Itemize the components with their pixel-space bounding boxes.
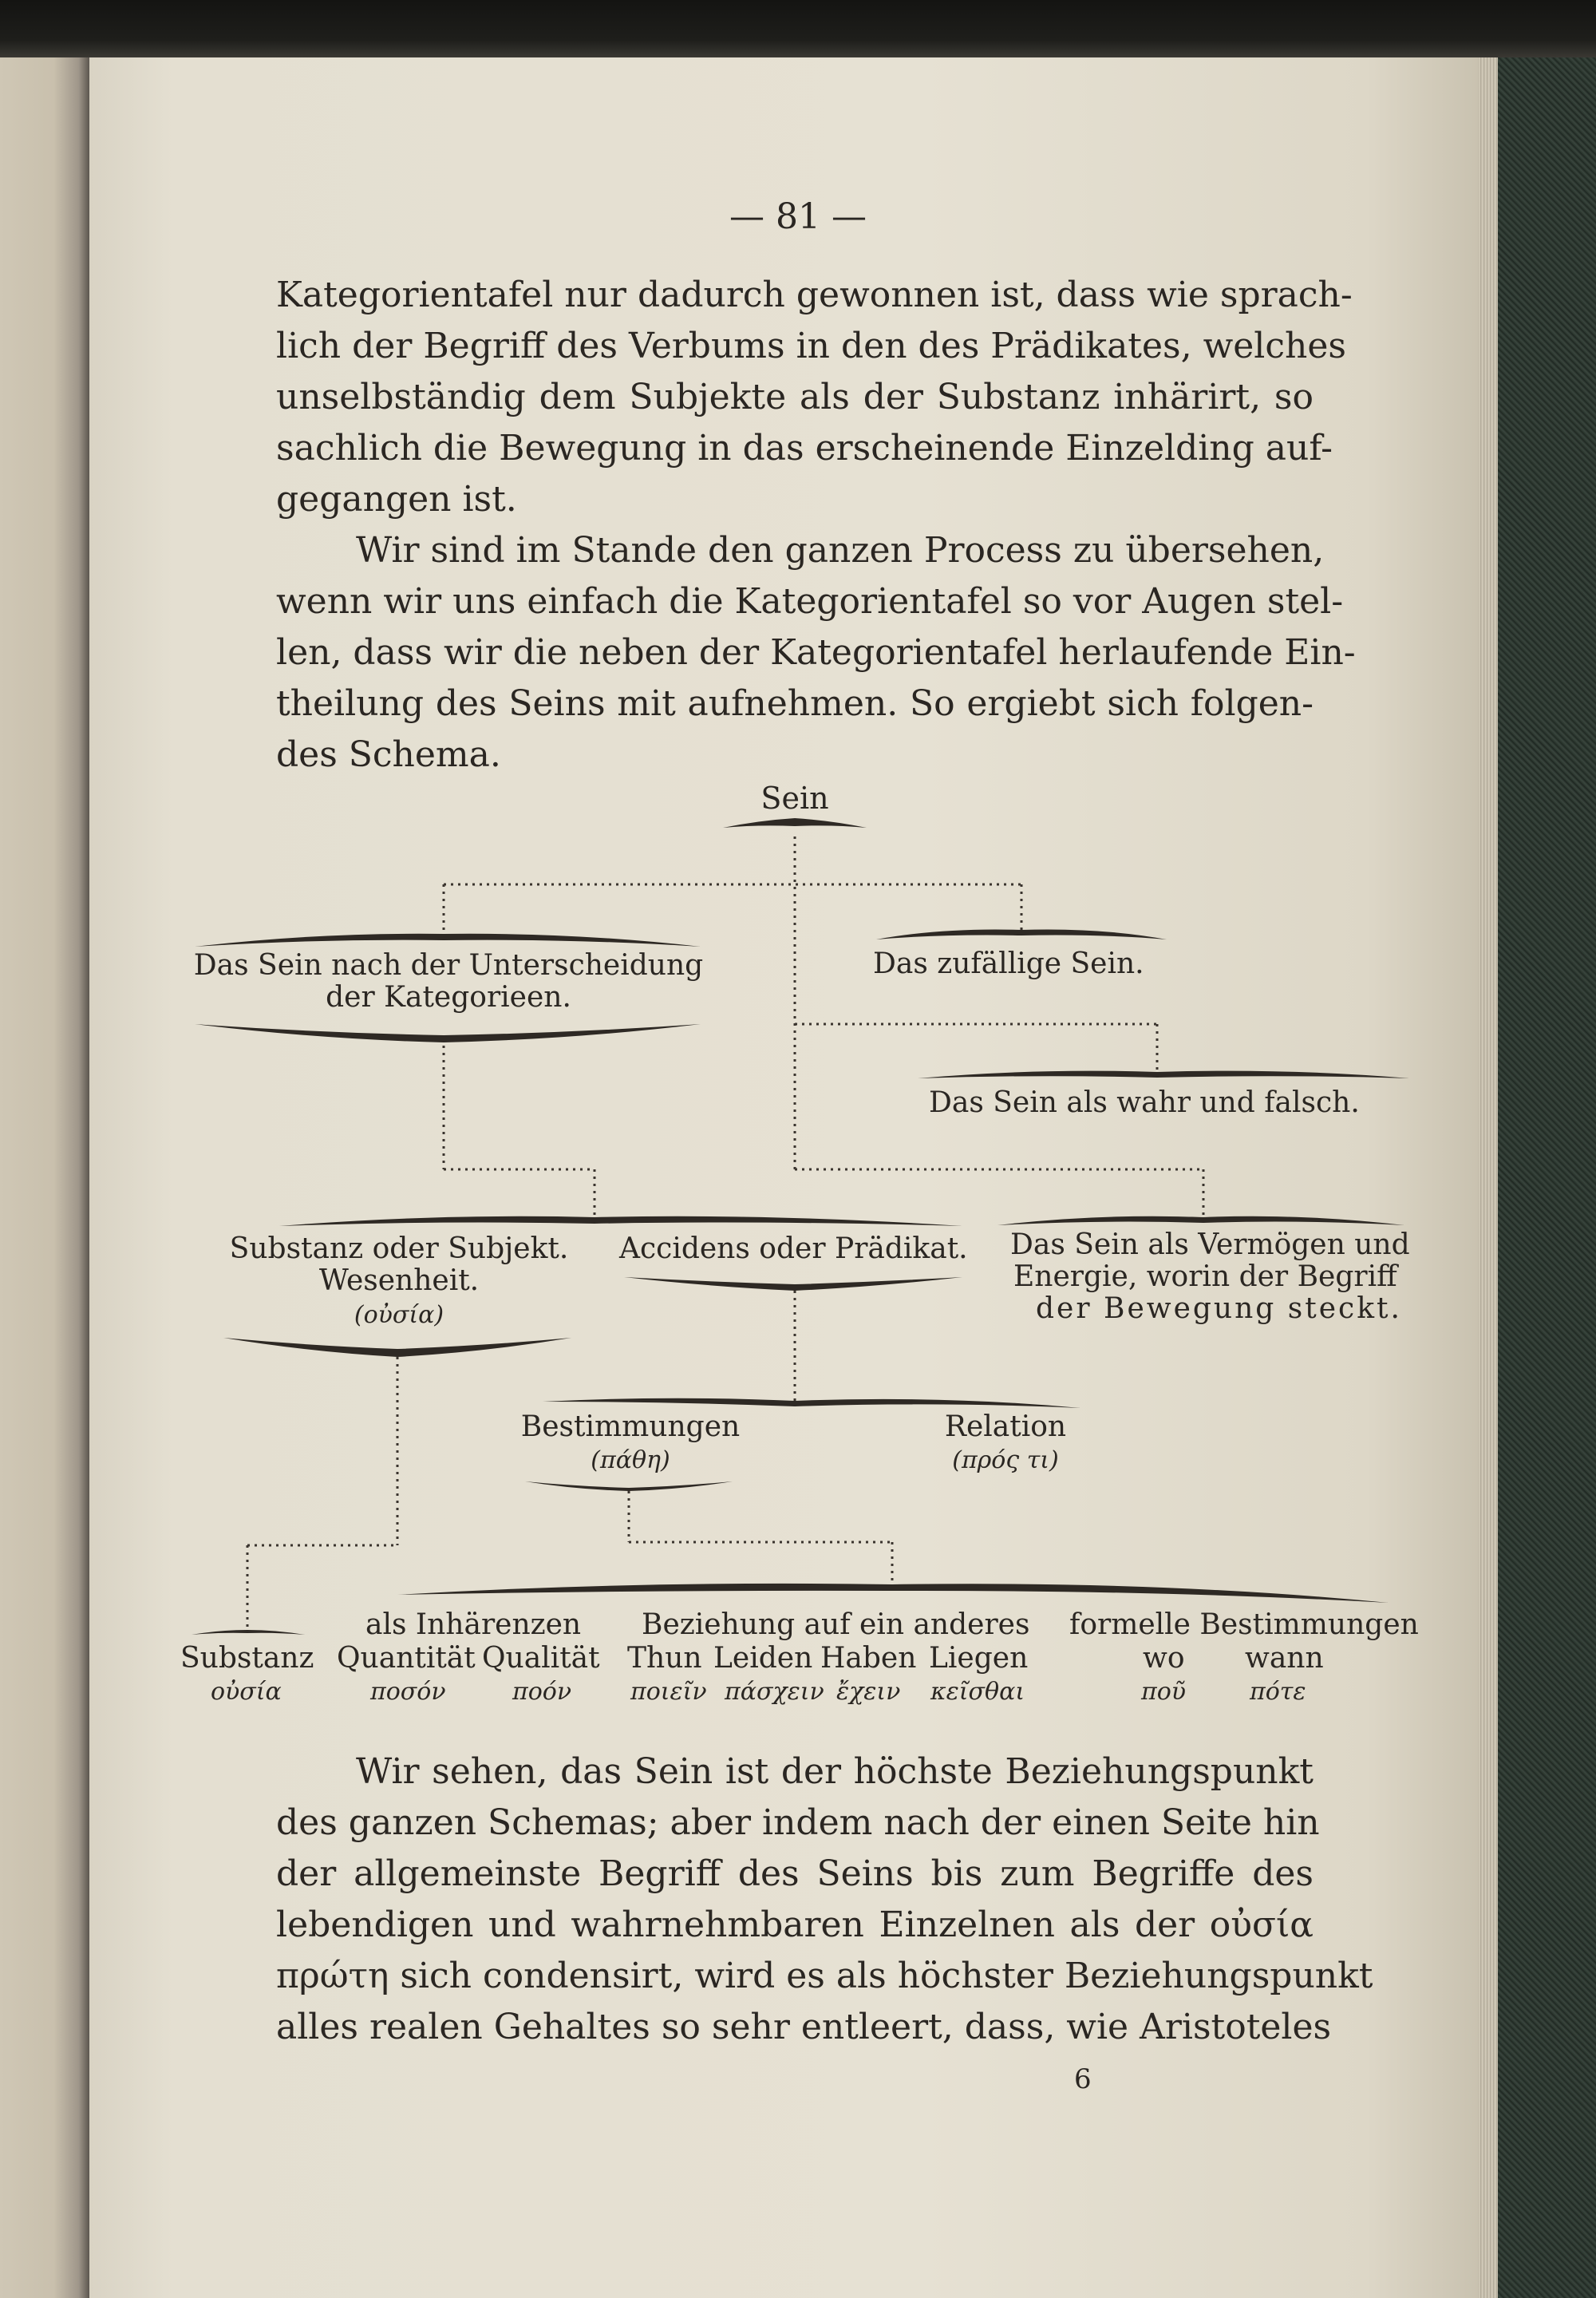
node-relation: Relation — [944, 1410, 1067, 1443]
node-sein: Sein — [760, 781, 829, 816]
node-accidens: Accidens oder Prädikat. — [619, 1232, 968, 1265]
greek-poiein: ποιεῖν — [630, 1678, 707, 1706]
text-line: len, dass wir die neben der Kategorientafel herlaufende Ein- — [276, 632, 1356, 673]
text-line: der allgemeinste Begriff des Seins bis zum Begriffe des — [276, 1853, 1314, 1894]
text-line: Wir sehen, das Sein ist der höchste Beziehungspunkt — [356, 1751, 1314, 1792]
text-line: des ganzen Schemas; aber indem nach der einen Seite hin — [276, 1802, 1320, 1843]
node-bestimmungen-greek: (πάθη) — [591, 1446, 670, 1474]
node-zufaellige-sein: Das zufällige Sein. — [873, 947, 1144, 980]
greek-paschein: πάσχειν — [725, 1678, 824, 1706]
node-vermoegen-line1: Das Sein als Vermögen und — [1010, 1228, 1410, 1261]
text-line: unselbständig dem Subjekte als der Substanz inhärirt, so — [276, 377, 1314, 417]
signature-mark: 6 — [1074, 2063, 1092, 2095]
node-vermoegen-line3: der Bewegung steckt. — [1036, 1292, 1402, 1325]
greek-keisthai: κεῖσθαι — [930, 1678, 1025, 1706]
node-substanz-line1: Substanz oder Subjekt. — [229, 1232, 569, 1265]
node-wahr-falsch: Das Sein als wahr und falsch. — [929, 1086, 1360, 1119]
greek-pote: πότε — [1250, 1678, 1306, 1706]
greek-echein: ἔχειν — [836, 1678, 901, 1706]
category-quantitaet: Quantität — [337, 1642, 476, 1675]
group-beziehung: Beziehung auf ein anderes — [642, 1608, 1030, 1641]
node-vermoegen-line2: Energie, worin der Begriff — [1013, 1260, 1397, 1293]
page-number: — 81 — — [729, 196, 867, 237]
category-haben: Haben — [820, 1642, 917, 1675]
text-line: theilung des Seins mit aufnehmen. So ergiebt sich folgen- — [276, 683, 1314, 724]
greek-poion: ποόν — [512, 1678, 572, 1706]
group-formelle: formelle Bestimmungen — [1069, 1608, 1419, 1641]
node-bestimmungen: Bestimmungen — [520, 1410, 741, 1443]
category-wann: wann — [1245, 1642, 1324, 1675]
text-line: gegangen ist. — [276, 479, 517, 520]
node-relation-greek: (πρός τι) — [952, 1446, 1059, 1474]
text-line: des Schema. — [276, 734, 501, 775]
text-line: sachlich die Bewegung in das erscheinende Einzelding auf- — [276, 428, 1333, 469]
text-line: lich der Begriff des Verbums in den des Prädikates, welches — [276, 326, 1346, 366]
text-line: wenn wir uns einfach die Kategorientafel so vor Augen stel- — [276, 581, 1344, 622]
category-substanz: Substanz — [180, 1642, 314, 1675]
paragraph-3 — [276, 1746, 1373, 2053]
category-qualitaet: Qualität — [482, 1642, 600, 1675]
text-line: Wir sind im Stande den ganzen Process zu übersehen, — [356, 530, 1325, 571]
greek-pou: ποῦ — [1141, 1678, 1187, 1706]
node-sein-kategorien-line2: der Kategorieen. — [326, 981, 571, 1014]
category-thun: Thun — [627, 1642, 702, 1675]
text-line: Kategorientafel nur dadurch gewonnen ist, dass wie sprach- — [276, 275, 1353, 315]
node-substanz-line2: Wesenheit. — [318, 1264, 480, 1297]
node-substanz-greek: (οὐσία) — [354, 1301, 444, 1329]
greek-ousia: οὐσία — [211, 1678, 282, 1706]
category-leiden: Leiden — [713, 1642, 813, 1675]
category-wo: wo — [1143, 1642, 1185, 1675]
text-line: πρώτη sich condensirt, wird es als höchster Beziehungspunkt — [276, 1956, 1373, 1996]
text-line: lebendigen und wahrnehmbaren Einzelnen als der οὐσία — [276, 1904, 1314, 1945]
text-line: alles realen Gehaltes so sehr entleert, dass, wie Aristoteles — [276, 2007, 1332, 2047]
greek-poson: ποσόν — [370, 1678, 446, 1706]
node-sein-kategorien-line1: Das Sein nach der Unterscheidung — [193, 949, 704, 982]
category-liegen: Liegen — [929, 1642, 1029, 1675]
group-inhaerenzen: als Inhärenzen — [365, 1608, 582, 1641]
